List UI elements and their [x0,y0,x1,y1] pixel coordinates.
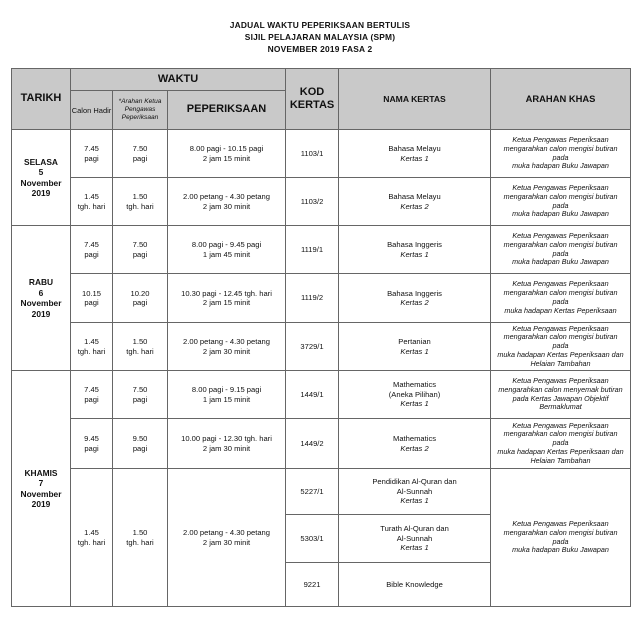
peperiksaan-time: 10.30 pagi - 12.45 tgh. hari 2 jam 15 minit [168,274,286,323]
nama-kertas: Mathematics Kertas 2 [339,419,491,469]
peperiksaan-time: 10.00 pagi - 12.30 tgh. hari 2 jam 30 minit [168,419,286,469]
peperiksaan-time: 2.00 petang - 4.30 petang 2 jam 30 minit [168,323,286,371]
arahan-khas: Ketua Pengawas Peperiksaan mengarahkan calon mengisi butiran pada muka hadapan Kertas Peperiksaan dan Helaian Tambahan [491,419,631,469]
nama-kertas: Bahasa Melayu Kertas 1 [339,130,491,178]
nama-kertas: Bible Knowledge [339,563,491,607]
nama-kertas: Pendidikan Al-Quran dan Al-Sunnah Kertas 1 [339,469,491,515]
table-row [12,419,631,469]
arahan-khas: Ketua Pengawas Peperiksaan mengarahkan calon mengisi butiran pada muka hadapan Buku Jawapan [491,178,631,226]
kod-kertas: 1449/2 [286,419,339,469]
date-khamis: KHAMIS 7 November 2019 [12,371,71,607]
header-peperiksaan: PEPERIKSAAN [168,91,286,130]
header-arahan-ketua: *Arahan Ketua Pengawas Peperiksaan [113,91,168,130]
table-row [12,226,631,274]
arahan-khas: Ketua Pengawas Peperiksaan mengarahkan calon mengisi butiran pada muka hadapan Buku Jawapan [491,226,631,274]
peperiksaan-time: 2.00 petang - 4.30 petang 2 jam 30 minit [168,469,286,607]
kod-kertas: 1103/1 [286,130,339,178]
peperiksaan-time: 8.00 pagi - 9.15 pagi 1 jam 15 minit [168,371,286,419]
arahan-khas: Ketua Pengawas Peperiksaan mengarahkan calon menyemak butiran pada Kertas Jawapan Objektif Bermaklumat [491,371,631,419]
calon-hadir: 7.45 pagi [71,130,113,178]
header-nama-kertas: NAMA KERTAS [339,69,491,130]
table-row [12,323,631,371]
header-waktu: WAKTU [71,69,286,91]
peperiksaan-time: 8.00 pagi - 10.15 pagi 2 jam 15 minit [168,130,286,178]
nama-kertas: Bahasa Inggeris Kertas 2 [339,274,491,323]
arahan-ketua: 9.50 pagi [113,419,168,469]
table-row [12,130,631,178]
arahan-ketua: 10.20 pagi [113,274,168,323]
nama-kertas: Bahasa Melayu Kertas 2 [339,178,491,226]
table-row [12,178,631,226]
header-arahan-khas: ARAHAN KHAS [491,69,631,130]
arahan-khas: Ketua Pengawas Peperiksaan mengarahkan calon mengisi butiran pada muka hadapan Buku Jawapan [491,469,631,607]
arahan-ketua: 7.50 pagi [113,130,168,178]
kod-kertas: 3729/1 [286,323,339,371]
arahan-ketua: 1.50 tgh. hari [113,323,168,371]
date-rabu: RABU 6 November 2019 [12,226,71,371]
arahan-ketua: 1.50 tgh. hari [113,178,168,226]
table-row [12,469,631,515]
arahan-ketua: 7.50 pagi [113,371,168,419]
nama-kertas: Turath Al-Quran dan Al-Sunnah Kertas 1 [339,515,491,563]
calon-hadir: 10.15 pagi [71,274,113,323]
title-line-3: NOVEMBER 2019 FASA 2 [267,44,373,54]
arahan-khas: Ketua Pengawas Peperiksaan mengarahkan calon mengisi butiran pada muka hadapan Kertas Peperiksaan dan Helaian Tambahan [491,323,631,371]
arahan-ketua: 1.50 tgh. hari [113,469,168,607]
kod-kertas: 1119/2 [286,274,339,323]
arahan-ketua: 7.50 pagi [113,226,168,274]
calon-hadir: 1.45 tgh. hari [71,323,113,371]
arahan-khas: Ketua Pengawas Peperiksaan mengarahkan calon mengisi butiran pada muka hadapan Buku Jawapan [491,130,631,178]
kod-kertas: 1449/1 [286,371,339,419]
calon-hadir: 9.45 pagi [71,419,113,469]
peperiksaan-time: 2.00 petang - 4.30 petang 2 jam 30 minit [168,178,286,226]
nama-kertas: Pertanian Kertas 1 [339,323,491,371]
header-calon-hadir: Calon Hadir [71,91,113,130]
exam-timetable [11,68,631,607]
kod-kertas: 9221 [286,563,339,607]
header-kod-kertas: KOD KERTAS [286,69,339,130]
table-row [12,371,631,419]
table-row [12,274,631,323]
nama-kertas: Mathematics (Aneka Pilihan) Kertas 1 [339,371,491,419]
calon-hadir: 1.45 tgh. hari [71,178,113,226]
kod-kertas: 1119/1 [286,226,339,274]
title-line-1: JADUAL WAKTU PEPERIKSAAN BERTULIS [229,20,411,30]
kod-kertas: 1103/2 [286,178,339,226]
kod-kertas: 5303/1 [286,515,339,563]
header-tarikh: TARIKH [12,69,71,130]
date-selasa: SELASA 5 November 2019 [12,130,71,226]
calon-hadir: 1.45 tgh. hari [71,469,113,607]
calon-hadir: 7.45 pagi [71,226,113,274]
kod-kertas: 5227/1 [286,469,339,515]
arahan-khas: Ketua Pengawas Peperiksaan mengarahkan calon mengisi butiran pada muka hadapan Kertas Peperiksaan [491,274,631,323]
peperiksaan-time: 8.00 pagi - 9.45 pagi 1 jam 45 minit [168,226,286,274]
nama-kertas: Bahasa Inggeris Kertas 1 [339,226,491,274]
title-line-2: SIJIL PELAJARAN MALAYSIA (SPM) [244,32,396,42]
calon-hadir: 7.45 pagi [71,371,113,419]
